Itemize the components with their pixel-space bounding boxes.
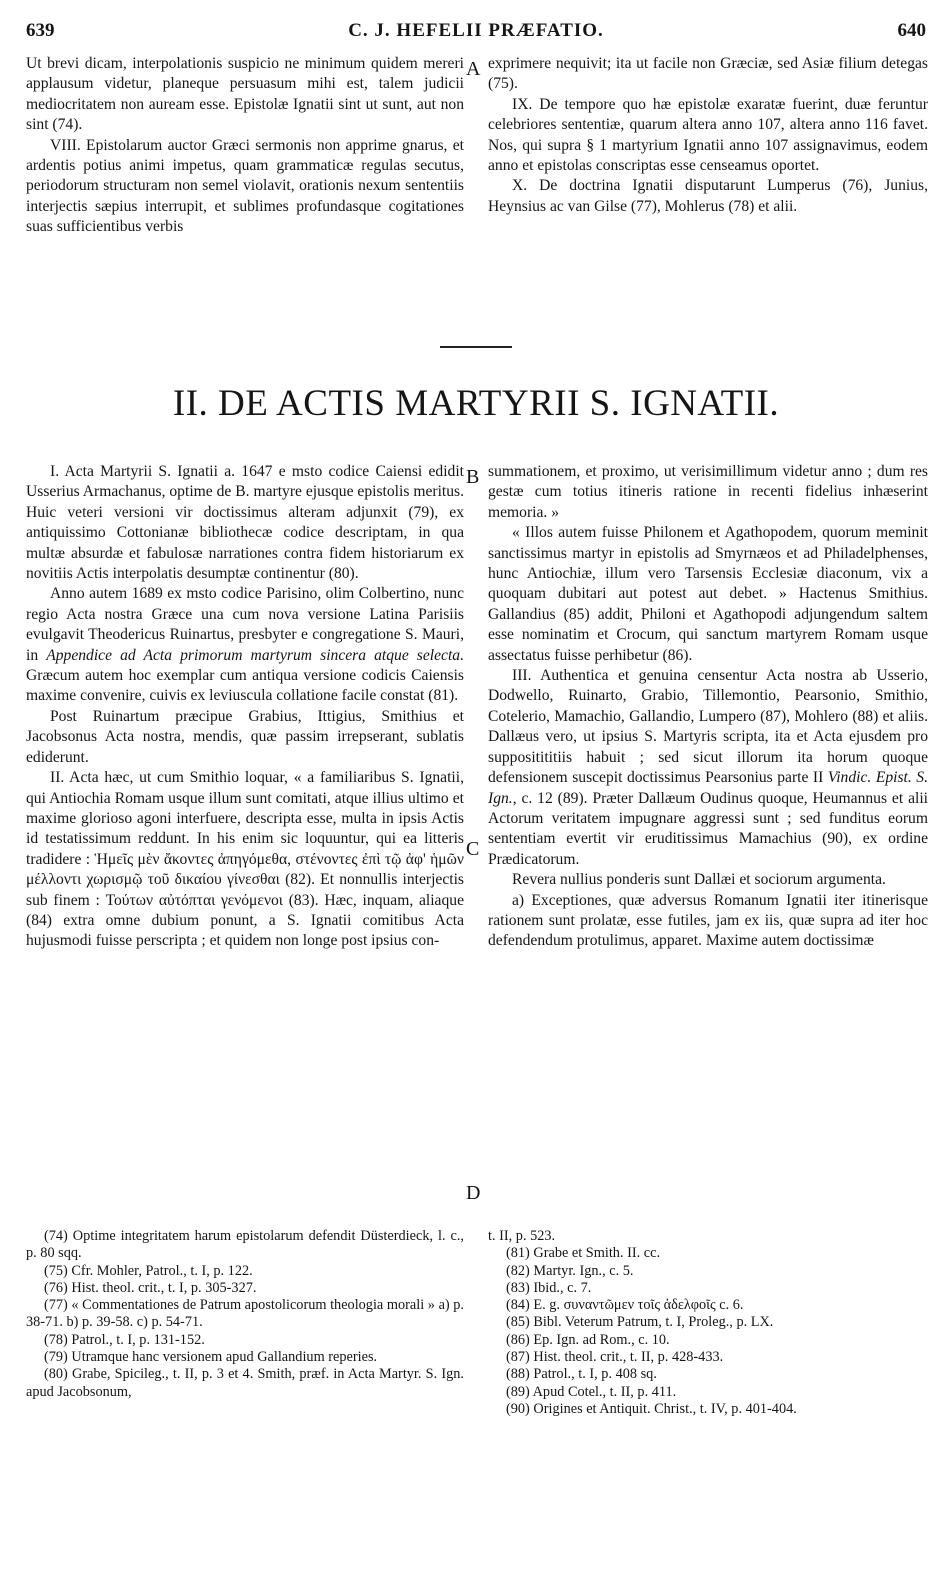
footnote: (80) Grabe, Spicileg., t. II, p. 3 et 4. Smith, præf. in Acta Martyr. S. Ign. apud Jacobsonum, <box>26 1366 464 1400</box>
paragraph-text: Græcum autem hoc exemplar cum antiqua versione codicis Caiensis maxime convenire, cuivis ex leviuscula collatione facile constat (81). <box>26 667 464 705</box>
running-header <box>26 14 926 44</box>
footnote: (83) Ibid., c. 7. <box>506 1279 592 1296</box>
footnote: (81) Grabe et Smith. II. cc. <box>506 1245 661 1262</box>
section-divider <box>440 346 512 348</box>
margin-marker-d: D <box>466 1182 481 1204</box>
paragraph: « Illos autem fuisse Philonem et Agathopodem, quorum meminit sanctissimus martyr in epistolis ad Smyrnæos et ad Philadelphenses, hunc Antiochiæ, illum vero Tarsensis Ecclesiæ diaconum, vix a quoquam dubitari aut potest aut debet. » Hactenus Smithius. Gallandius (85) addit, Philoni et Agathopodi adjungendum saltem esse nominatim et Crocum, qui sanctum martyrem Romam usque assectatus fuisse perhibetur (86). <box>488 524 928 664</box>
paragraph: a) Exceptiones, quæ adversus Romanum Ignatii iter itinerisque rationem sunt prolatæ, esse futiles, jam ex iis, quæ supra ad iter hoc defendendum protulimus, apparet. Maxime autem doctissimæ <box>488 891 928 950</box>
footnote: (88) Patrol., t. I, p. 408 sq. <box>506 1366 657 1383</box>
footnote: (77) « Commentationes de Patrum apostolicorum theologia morali » a) p. 38-71. b) p. 39-58. c) p. 54-71. <box>26 1297 464 1331</box>
italic-work-title: Vindic. Epist. S. Ign. <box>488 769 928 807</box>
footnote: (87) Hist. theol. crit., t. II, p. 428-433. <box>506 1349 724 1366</box>
paragraph-text: , c. 12 (89). Præter Dallæum Oudinus quoque, Heumannus et alii Actorum veritatem impugnare aggressi sunt ; sed funditus eorum sententiam evertit vir eruditissimus Mamachius (90), ex ordine Prædicatorum. <box>488 789 928 868</box>
margin-marker-c: C <box>466 838 480 860</box>
page-number-right: 640 <box>897 20 926 41</box>
footnote: (86) Ep. Ign. ad Rom., c. 10. <box>506 1331 670 1348</box>
paragraph: I. Acta Martyrii S. Ignatii a. 1647 e msto codice Caiensi edidit Usserius Armachanus, optime de B. martyre ejusque epistolis meritus. Huic veteri versioni vir doctissimus alteram adjunxit (79), ex antiquissimo Cottonianæ bibliothecæ codice descriptam, in qua multæ absurdæ et fabulosæ narrationes contra fidem historiarum ex novitiis Actis interpolatis desumptæ continentur (80). <box>26 463 464 583</box>
footnote: (82) Martyr. Ign., c. 5. <box>506 1262 634 1279</box>
paragraph: IX. De tempore quo hæ epistolæ exaratæ fuerint, duæ feruntur celebriores sententiæ, quarum altera anno 107, altera anno 116 favet. Nos, qui supra § 1 martyrium Ignatii anno 107 assignavimus, eodem anno et epistolas conscriptas esse censeamus oportet. <box>488 95 928 175</box>
footnote: (89) Apud Cotel., t. II, p. 411. <box>506 1383 677 1400</box>
footnote: (76) Hist. theol. crit., t. I, p. 305-327. <box>44 1279 257 1296</box>
footnote-continuation: t. II, p. 523. <box>488 1228 556 1244</box>
paragraph: VIII. Epistolarum auctor Græci sermonis non apprime gnarus, et ardentis potius animi impetus, quam grammaticæ regulas secutus, periodorum structuram non semel violavit, orationis nexum sententiis interjectis sæpius interrupit, et sublimes profundasque cogitationes suas sufficientibus verbis <box>26 136 464 236</box>
footnote: (79) Utramque hanc versionem apud Gallandium reperies. <box>44 1349 378 1366</box>
margin-marker-a: A <box>466 58 481 80</box>
paragraph <box>488 666 928 870</box>
footnote: (84) E. g. συναντῶμεν τοῖς ἀδελφοῖς c. 6. <box>506 1297 744 1314</box>
paragraph: exprimere nequivit; ita ut facile non Græciæ, sed Asiæ filium detegas (75). <box>488 55 928 93</box>
paragraph: X. De doctrina Ignatii disputarunt Lumperus (76), Junius, Heynsius ac van Gilse (77), Mohlerus (78) et alii. <box>488 177 928 215</box>
paragraph: Revera nullius ponderis sunt Dallæi et sociorum argumenta. <box>512 871 886 889</box>
margin-marker-b: B <box>466 466 480 488</box>
paragraph: Ut brevi dicam, interpolationis suspicio ne minimum quidem mereri applausum videtur, planeque persuasum mihi est, talem judicii mediocritatem non auream esse. Epistolæ Ignatii sint ut sunt, aut non sint (74). <box>26 55 464 134</box>
main-left-column <box>26 462 464 952</box>
paragraph: Post Ruinartum præcipue Grabius, Ittigius, Smithius et Jacobsonus Acta nostra, mendis, quæ passim irrepserant, sublatis ediderunt. <box>26 707 464 766</box>
footnotes-right <box>488 1228 928 1418</box>
footnote: (90) Origines et Antiquit. Christ., t. IV, p. 401-404. <box>506 1400 797 1417</box>
paragraph: summationem, et proximo, ut verisimillimum videtur anno ; dum res gestæ cum totius itineris ratione in recenti fidelius inhæserint memoria. » <box>488 463 928 521</box>
paragraph <box>26 584 464 706</box>
top-left-column <box>26 54 464 238</box>
top-right-column <box>488 54 928 217</box>
footnote: (74) Optime integritatem harum epistolarum defendit Düsterdieck, l. c., p. 80 sqq. <box>26 1228 464 1262</box>
footnote: (85) Bibl. Veterum Patrum, t. I, Proleg., p. LX. <box>506 1314 774 1331</box>
footnote: (78) Patrol., t. I, p. 131-152. <box>44 1331 205 1348</box>
running-title: C. J. HEFELII PRÆFATIO. <box>348 20 604 41</box>
paragraph-text: Anno autem 1689 ex msto codice Parisino, olim Colbertino, nunc regio Acta nostra Græce una cum nova versione Latina Parisiis evulgavit Theodericus Ruinartus, presbyter e congregatione S. Mauri, in <box>26 585 464 664</box>
footnotes-left <box>26 1228 464 1401</box>
paragraph: II. Acta hæc, ut cum Smithio loquar, « a familiaribus S. Ignatii, qui Antiochia Romam usque illum sunt comitati, atque illius ultimo et maxime glorioso agoni interfuere, descripta esse, multa in ipsis Actis id testatissimum reddunt. In his enim sic loquuntur, qui ea litteris tradidere : Ἡμεῖς μὲν ἄκοντες ἀπηγόμεθα, στένοντες ἐπὶ τῷ ἀφ' ἡμῶν μέλλοντι χωρισμῷ τοῦ δικαίου γίνεσθαι (82). Et nonnullis interjectis sub finem : Τούτων αὐτόπται γενόμενοι (83). Hæc, inquam, aliaque (84) extra omne dubium ponunt, a S. Ignatii comitibus Acta hujusmodi fuisse perscripta ; et quidem non longe post ipsius con- <box>26 769 464 950</box>
page-number-left: 639 <box>26 20 55 41</box>
main-right-column <box>488 462 928 952</box>
italic-work-title: Appendice ad Acta primorum martyrum sincera atque selecta. <box>46 646 464 664</box>
paragraph-text: III. Authentica et genuina censentur Acta nostra ab Usserio, Dodwello, Ruinarto, Grabio, Tillemontio, Pearsonio, Smithio, Cotelerio, Mamachio, Gallandio, Lumpero (87), Mohlero (88) et aliis. Dallæus vero, ut ipsius S. Martyris scripta, ita et Acta ejusdem pro suppositititiis habuit ; sed sicut illorum ita horum quoque defensionem suscepit doctissimus Pearsonius parte II <box>488 667 928 787</box>
footnote: (75) Cfr. Mohler, Patrol., t. I, p. 122. <box>44 1262 253 1279</box>
section-title: II. DE ACTIS MARTYRII S. IGNATII. <box>172 383 780 424</box>
